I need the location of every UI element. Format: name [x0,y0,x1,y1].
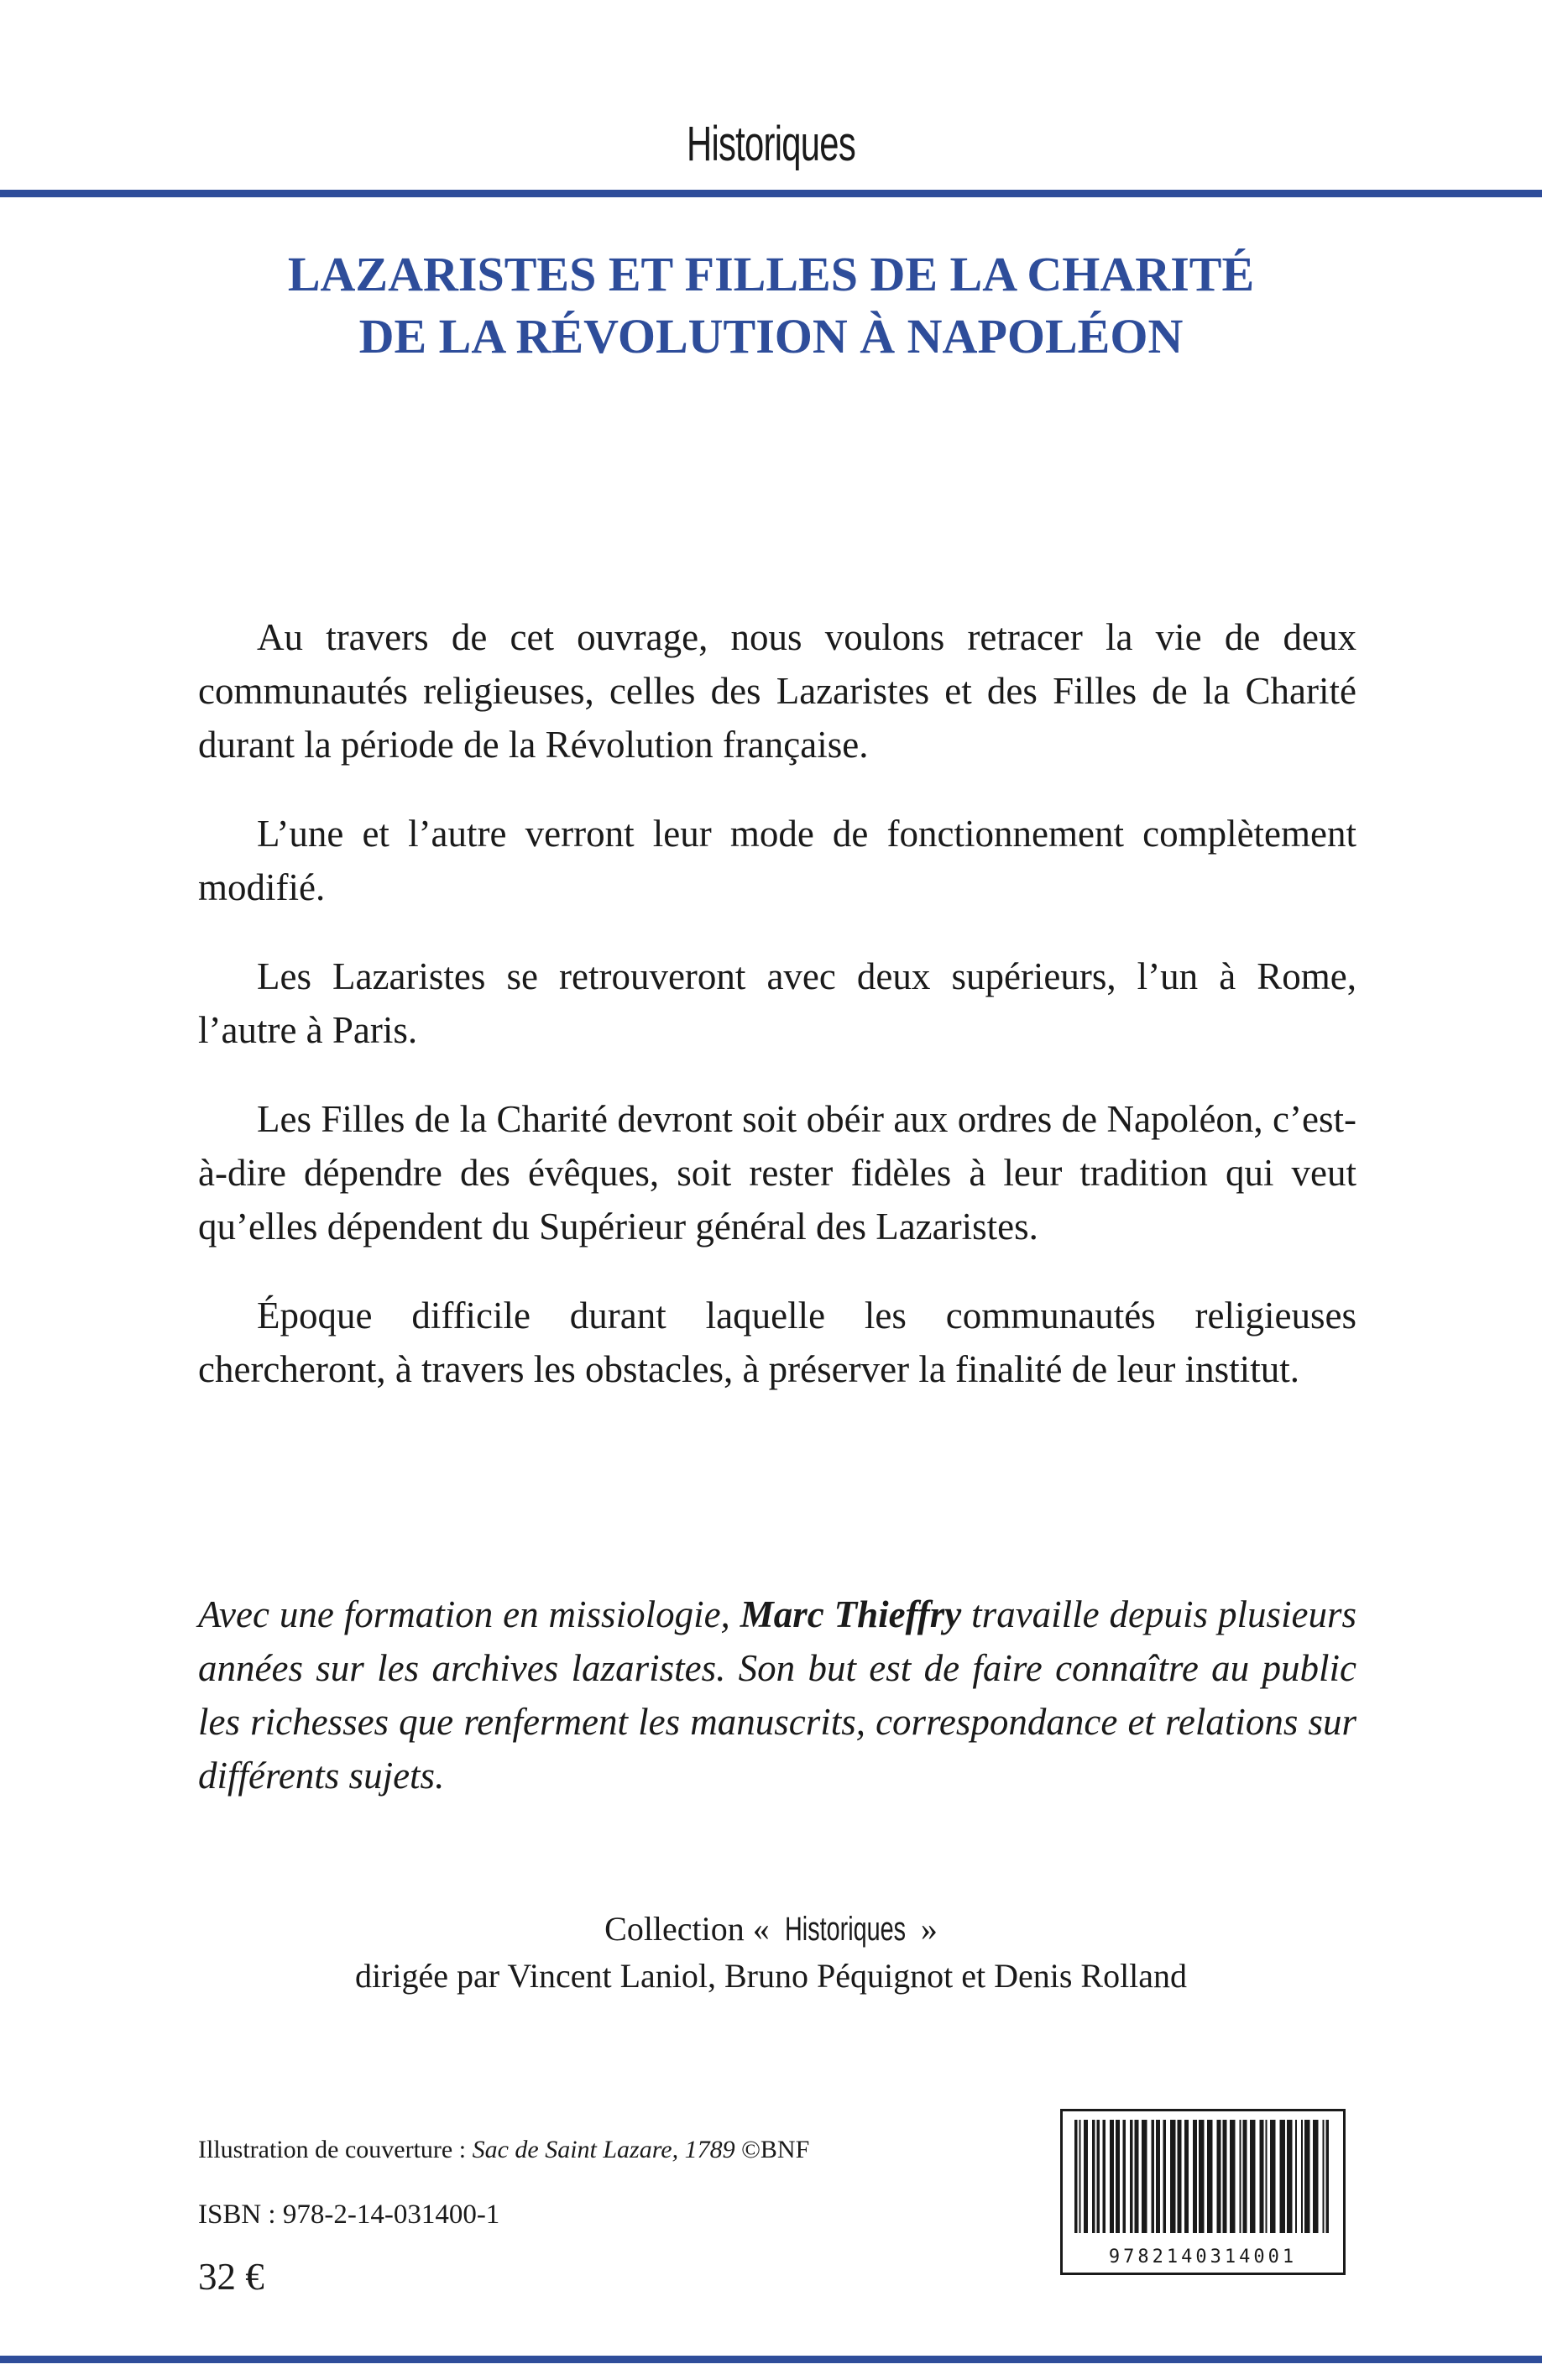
author-bio [198,1588,1356,1802]
barcode-bar [1323,2120,1325,2233]
barcode-bar [1301,2120,1303,2233]
barcode-bar [1079,2120,1081,2233]
collection-suffix: » [920,1910,938,1948]
barcode-bar [1103,2120,1106,2233]
collection-info [0,1906,1542,2000]
barcode-digits: 9782140314001 [1108,2247,1298,2268]
blurb-paragraph-4: Les Filles de la Charité devront soit obéir aux ordres de Napoléon, c’est-à-dire dépendre des évêques, soit rester fidèles à leur tradition qui veut qu’elles dépendent du Supérieur général des Lazaristes. [198,1098,1356,1248]
barcode-bar [1240,2120,1241,2233]
isbn: ISBN : 978-2-14-031400-1 [198,2200,500,2230]
barcode-bar [1123,2120,1126,2233]
barcode-bar [1130,2120,1133,2233]
collection-line [0,1906,1542,1953]
barcode-bars [1063,2111,1343,2237]
barcode-bar [1152,2120,1155,2233]
barcode-bar [1199,2120,1205,2233]
barcode-bar [1084,2120,1088,2233]
barcode-bar [1260,2120,1264,2233]
barcode-bar [1110,2120,1114,2233]
barcode-bar [1326,2120,1330,2233]
series-header: Historiques [687,117,855,171]
price: 32 € [198,2256,264,2298]
blurb-paragraph-3: Les Lazaristes se retrouveront avec deux supérieurs, l’un à Rome, l’autre à Paris. [198,955,1356,1051]
title-line-2: DE LA RÉVOLUTION À NAPOLÉON [358,309,1184,364]
barcode-bar [1207,2120,1213,2233]
barcode-bar [1287,2120,1293,2233]
blurb-paragraph-1: Au travers de cet ouvrage, nous voulons retracer la vie de deux communautés religieuses, celles des Lazaristes et des Filles de la Charité durant la période de la Révolution française. [198,616,1356,766]
top-blue-rule [0,190,1542,197]
barcode-bar [1184,2120,1189,2233]
blurb-paragraph-5: Époque difficile durant laquelle les communautés religieuses chercheront, à travers les obstacles, à préserver la finalité de leur institut. [198,1295,1356,1390]
barcode-bar [1092,2120,1095,2233]
barcode-bar [1230,2120,1236,2233]
collection-series-name: Historiques [784,1911,906,1948]
barcode-bar [1250,2120,1256,2233]
barcode-bar [1156,2120,1160,2233]
collection-prefix: Collection « [604,1910,770,1948]
barcode-bar [1270,2120,1276,2233]
barcode-bar [1178,2120,1182,2233]
barcode-bar [1193,2120,1197,2233]
barcode-bar [1295,2120,1297,2233]
blurb-paragraph-2: L’une et l’autre verront leur mode de fonctionnement complètement modifié. [198,813,1356,908]
barcode-bar [1163,2120,1167,2233]
barcode-bar [1142,2120,1147,2233]
barcode-bar [1074,2120,1078,2233]
cover-illustration-credit [198,2136,809,2164]
barcode-bar [1313,2120,1319,2233]
book-title [0,243,1542,368]
author-bio-rest: travaille depuis plusieurs années sur les archives lazaristes. Son but est de faire connaître au public les richesses que renferment les manuscrits, correspondance et relations sur différents sujets. [198,1593,1356,1797]
illustration-work: Sac de Saint Lazare, 1789 [472,2136,735,2163]
title-line-1: LAZARISTES ET FILLES DE LA CHARITÉ [287,247,1255,301]
back-cover-blurb [198,610,1356,1431]
barcode-bar [1304,2120,1310,2233]
barcode-bar [1217,2120,1221,2233]
barcode-bar [1135,2120,1139,2233]
collection-directors: dirigée par Vincent Laniol, Bruno Péquignot et Denis Rolland [354,1957,1188,1995]
isbn-barcode [1060,2109,1346,2275]
illustration-label: Illustration de couverture : [198,2136,473,2163]
author-name: Marc Thieffry [740,1593,962,1635]
barcode-bar [1243,2120,1247,2233]
barcode-bar [1280,2120,1286,2233]
barcode-bar [1266,2120,1268,2233]
barcode-bar [1116,2120,1120,2233]
bottom-blue-rule [0,2356,1542,2363]
author-bio-intro: Avec une formation en missiologie, [198,1593,740,1635]
barcode-bar [1097,2120,1100,2233]
illustration-credit: ©BNF [734,2136,810,2163]
barcode-bar [1170,2120,1176,2233]
barcode-bar [1223,2120,1227,2233]
